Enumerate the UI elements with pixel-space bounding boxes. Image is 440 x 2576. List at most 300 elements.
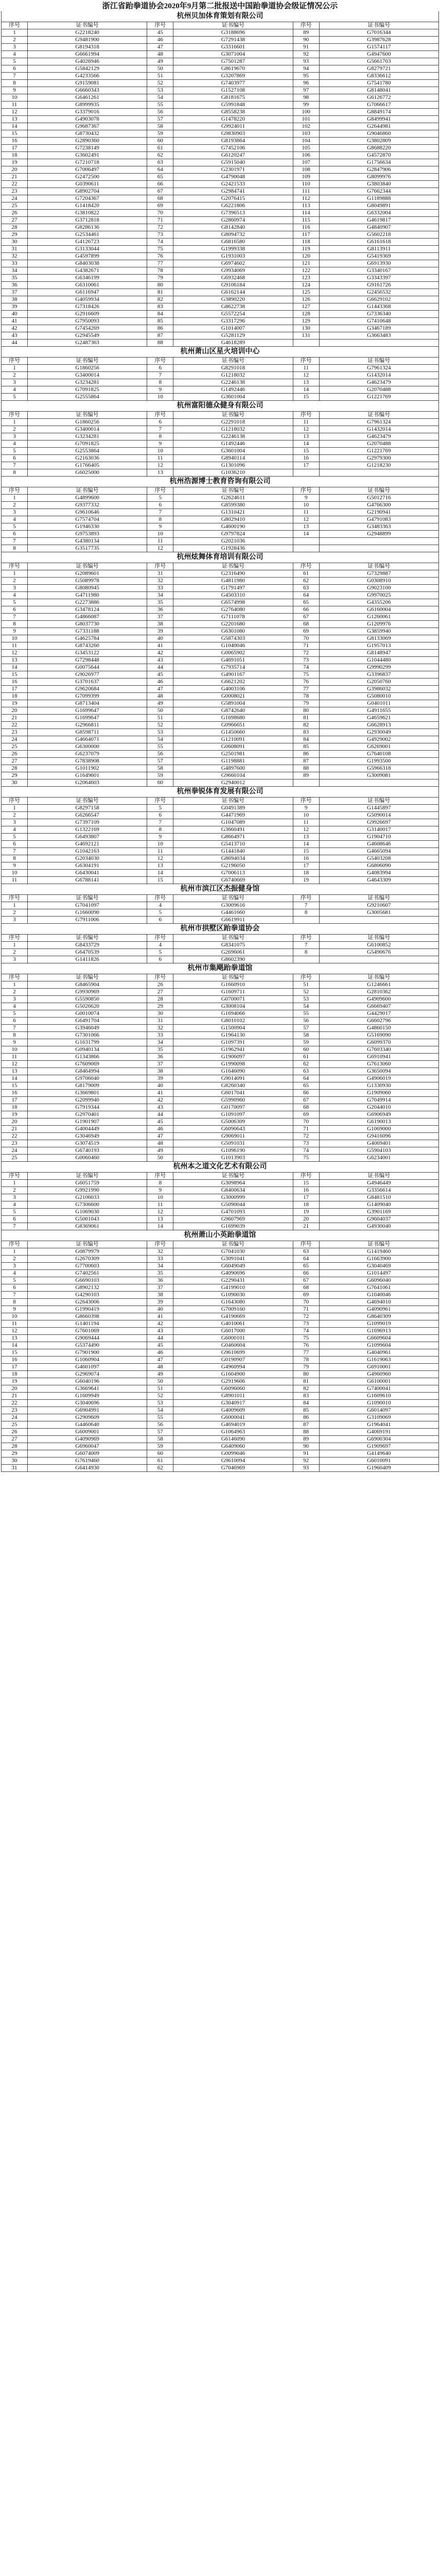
cert-cell: G8010102 <box>173 1018 293 1025</box>
cert-cell: G4069401 <box>319 1140 438 1147</box>
cert-cell: G1574117 <box>319 44 438 51</box>
header-cert: 证书编号 <box>28 1241 147 1248</box>
cert-cell: G8465904 <box>28 981 147 989</box>
seq-cell: 68 <box>147 195 173 202</box>
certificate-table <box>1 1241 439 1472</box>
cert-cell: G6234001 <box>319 1155 438 1162</box>
seq-cell: 41 <box>147 1313 173 1320</box>
seq-cell: 59 <box>293 1039 319 1046</box>
seq-cell: 26 <box>2 751 28 758</box>
cert-cell: G9924011 <box>173 123 293 130</box>
seq-cell: 14 <box>2 1075 28 1082</box>
cert-cell: G2909609 <box>28 1414 147 1421</box>
cert-cell: G1928436 <box>173 545 293 552</box>
cert-cell: G6301080 <box>173 628 293 635</box>
table-row <box>2 386 439 394</box>
cert-cell: G7640108 <box>319 751 438 758</box>
cert-cell: G6690103 <box>28 1277 147 1284</box>
cert-cell: G7331188 <box>28 628 147 635</box>
seq-cell: 17 <box>293 462 319 469</box>
header-seq: 序号 <box>147 412 173 419</box>
cert-cell: G4601097 <box>28 1364 147 1371</box>
seq-cell: 45 <box>147 29 173 37</box>
cert-cell: G4090696 <box>173 1270 293 1277</box>
seq-cell: 12 <box>293 826 319 834</box>
table-row <box>2 1364 439 1371</box>
seq-cell: 27 <box>2 1436 28 1443</box>
table-row <box>2 1201 439 1209</box>
header-seq: 序号 <box>293 22 319 29</box>
table-header-row <box>2 563 439 570</box>
table-row <box>2 509 439 516</box>
cert-cell: G1964130 <box>173 1032 293 1039</box>
seq-cell: 9 <box>147 834 173 841</box>
seq-cell: 46 <box>147 679 173 686</box>
cert-cell: G4618289 <box>173 340 293 347</box>
seq-cell: 4 <box>2 1270 28 1277</box>
cert-cell: G7396513 <box>173 210 293 217</box>
seq-cell: 47 <box>147 1357 173 1364</box>
seq-cell: 43 <box>147 1328 173 1335</box>
table-row <box>2 1187 439 1194</box>
seq-cell: 10 <box>2 870 28 877</box>
cert-cell: G9990299 <box>319 664 438 671</box>
cert-cell: G6120247 <box>173 152 293 159</box>
cert-cell: G1036210 <box>173 469 293 477</box>
table-row <box>2 870 439 877</box>
seq-cell: 60 <box>293 1046 319 1054</box>
company-section <box>1 347 439 401</box>
seq-cell: 99 <box>293 101 319 109</box>
seq-cell: 21 <box>2 1393 28 1400</box>
cert-cell: G9210607 <box>319 902 438 909</box>
seq-cell: 65 <box>293 599 319 606</box>
header-cert: 证书编号 <box>28 895 147 902</box>
cert-cell: G2764080 <box>173 606 293 614</box>
cert-cell: G5001043 <box>28 1216 147 1223</box>
table-row <box>2 1306 439 1313</box>
seq-cell: 71 <box>293 1126 319 1133</box>
cert-cell: G1964041 <box>319 1421 438 1429</box>
table-row <box>2 1111 439 1118</box>
cert-cell: G3046949 <box>28 1133 147 1140</box>
seq-cell: 67 <box>293 1277 319 1284</box>
cert-cell: G1756634 <box>319 159 438 166</box>
cert-cell: G1432014 <box>319 426 438 433</box>
seq-cell: 70 <box>293 1118 319 1126</box>
cert-cell: G5572254 <box>173 311 293 318</box>
seq-cell: 39 <box>147 1299 173 1306</box>
table-row <box>2 1194 439 1201</box>
seq-cell: 74 <box>147 239 173 246</box>
cert-cell: G4623479 <box>319 379 438 386</box>
seq-cell: 2 <box>2 1256 28 1263</box>
seq-cell: 4 <box>2 51 28 58</box>
seq-cell: 28 <box>2 765 28 772</box>
table-header-row <box>2 358 439 365</box>
table-row <box>2 51 439 58</box>
cert-cell: G7298448 <box>28 657 147 664</box>
cert-cell: G6161618 <box>319 239 438 246</box>
cert-cell: G3343397 <box>319 275 438 282</box>
cert-cell: G2246138 <box>173 379 293 386</box>
company-section <box>1 884 439 924</box>
table-row <box>2 109 439 116</box>
header-cert: 证书编号 <box>28 935 147 942</box>
cert-cell: G4026946 <box>28 58 147 65</box>
cert-cell: G6414930 <box>28 1465 147 1472</box>
table-row <box>2 1421 439 1429</box>
cert-cell: G3040469 <box>319 1263 438 1270</box>
seq-cell: 70 <box>293 1299 319 1306</box>
seq-cell: 13 <box>293 834 319 841</box>
cert-cell: G3396837 <box>319 671 438 679</box>
table-row <box>2 743 439 751</box>
seq-cell: 79 <box>293 1364 319 1371</box>
cert-cell: G4947600 <box>319 51 438 58</box>
seq-cell: 76 <box>147 253 173 260</box>
seq-cell: 11 <box>2 642 28 650</box>
header-seq: 序号 <box>2 22 28 29</box>
table-row <box>2 751 439 758</box>
cert-cell: G7046969 <box>173 1465 293 1472</box>
cert-cell: G8336612 <box>319 73 438 80</box>
seq-cell: 46 <box>147 1349 173 1357</box>
table-row <box>2 145 439 152</box>
cert-cell: G6904991 <box>28 1407 147 1414</box>
seq-cell: 59 <box>147 130 173 138</box>
cert-cell: G3803840 <box>319 181 438 188</box>
seq-cell: 11 <box>293 419 319 426</box>
cert-cell: G8142840 <box>173 224 293 231</box>
table-row <box>2 1299 439 1306</box>
cert-cell: G6619911 <box>173 917 293 924</box>
cert-cell: G4840907 <box>319 224 438 231</box>
seq-cell: 31 <box>2 246 28 253</box>
cert-cell: G8094732 <box>173 231 293 239</box>
company-name: 杭州拳锐体育发展有限公司 <box>1 787 439 797</box>
seq-cell: 34 <box>147 592 173 599</box>
cert-cell: G5602218 <box>319 231 438 239</box>
cert-cell: G6017000 <box>173 1328 293 1335</box>
table-row <box>2 1349 439 1357</box>
seq-cell: 86 <box>147 325 173 332</box>
seq-cell: 109 <box>293 174 319 181</box>
seq-cell: 3 <box>2 917 28 924</box>
cert-cell: G1443368 <box>319 303 438 311</box>
cert-cell: G1221769 <box>319 448 438 455</box>
company-name: 杭州浩源博士教育咨询有限公司 <box>1 477 439 487</box>
cert-cell: G6160004 <box>319 606 438 614</box>
seq-cell: 82 <box>147 296 173 303</box>
seq-cell: 66 <box>293 606 319 614</box>
seq-cell: 47 <box>147 1133 173 1140</box>
seq-cell: 46 <box>147 37 173 44</box>
table-row <box>2 1082 439 1090</box>
header-cert: 证书编号 <box>173 1241 293 1248</box>
table-row <box>2 246 439 253</box>
header-seq: 序号 <box>2 974 28 981</box>
cert-cell: G9023100 <box>319 585 438 592</box>
table-row <box>2 166 439 174</box>
header-seq: 序号 <box>147 974 173 981</box>
cert-cell: G8598711 <box>28 729 147 736</box>
seq-cell: 64 <box>293 1075 319 1082</box>
table-row <box>2 123 439 130</box>
header-cert: 证书编号 <box>319 412 438 419</box>
seq-cell: 23 <box>2 729 28 736</box>
seq-cell: 4 <box>147 902 173 909</box>
seq-cell: 89 <box>293 772 319 779</box>
cert-cell: G2034030 <box>28 855 147 862</box>
cert-cell: G6661994 <box>28 51 147 58</box>
seq-cell: 10 <box>147 841 173 848</box>
seq-cell: 11 <box>293 509 319 516</box>
seq-cell: 108 <box>293 166 319 174</box>
cert-cell: G3140017 <box>319 826 438 834</box>
seq-cell: 16 <box>293 1187 319 1194</box>
seq-cell: 23 <box>2 1140 28 1147</box>
table-row <box>2 267 439 275</box>
cert-cell: G1097391 <box>173 1039 293 1046</box>
cert-cell: G3340167 <box>319 267 438 275</box>
cert-cell: G5090044 <box>173 1201 293 1209</box>
cert-cell: G6910001 <box>319 1364 438 1371</box>
cert-cell: G6669407 <box>319 1003 438 1010</box>
cert-cell: G2970401 <box>28 1111 147 1118</box>
cert-cell: G2273886 <box>28 599 147 606</box>
seq-cell: 24 <box>2 1147 28 1155</box>
cert-cell: G3356614 <box>319 1187 438 1194</box>
seq-cell: 13 <box>147 862 173 870</box>
header-cert: 证书编号 <box>173 1173 293 1180</box>
table-row <box>2 1018 439 1025</box>
table-row <box>2 282 439 289</box>
cert-cell: G0608091 <box>173 743 293 751</box>
cert-cell: G4701093 <box>173 1209 293 1216</box>
seq-cell: 67 <box>293 1097 319 1104</box>
seq-cell: 61 <box>293 1054 319 1061</box>
seq-cell: 114 <box>293 210 319 217</box>
seq-cell: 19 <box>2 700 28 707</box>
cert-cell: G1042163 <box>28 848 147 855</box>
cert-cell: G9159081 <box>28 80 147 87</box>
table-row <box>2 138 439 145</box>
table-row <box>2 1385 439 1393</box>
cert-cell: G7066617 <box>319 101 438 109</box>
cert-cell: G1694066 <box>173 1010 293 1018</box>
header-seq: 序号 <box>2 1241 28 1248</box>
seq-cell: 24 <box>2 736 28 743</box>
table-row <box>2 841 439 848</box>
cert-cell: G1301096 <box>173 462 293 469</box>
table-row <box>2 516 439 523</box>
seq-cell: 17 <box>2 145 28 152</box>
table-header-row <box>2 1173 439 1180</box>
seq-cell: 72 <box>147 224 173 231</box>
seq-cell: 69 <box>293 1292 319 1299</box>
cert-cell: G5091031 <box>173 1140 293 1147</box>
cert-cell: G1246661 <box>319 981 438 989</box>
cert-cell: G2089601 <box>28 570 147 578</box>
cert-cell: G3234281 <box>28 433 147 440</box>
seq-cell: 3 <box>2 819 28 826</box>
seq-cell: 6 <box>2 1216 28 1223</box>
seq-cell: 69 <box>293 1111 319 1118</box>
seq-cell: 39 <box>147 1075 173 1082</box>
seq-cell: 29 <box>2 1450 28 1458</box>
seq-cell <box>293 469 319 477</box>
table-row <box>2 37 439 44</box>
seq-cell <box>293 538 319 545</box>
cert-cell: G9014091 <box>173 1075 293 1082</box>
header-cert: 证书编号 <box>173 798 293 805</box>
cert-cell: G0879979 <box>28 1248 147 1256</box>
cert-cell: G2670309 <box>28 1256 147 1263</box>
cert-cell: G4960960 <box>319 1371 438 1378</box>
certificate-table <box>1 1172 439 1230</box>
certificate-table <box>1 22 439 347</box>
cert-cell: G7210718 <box>28 159 147 166</box>
cert-cell: G2487363 <box>28 340 147 347</box>
cert-cell: G1441840 <box>173 848 293 855</box>
cert-cell: G5089978 <box>28 578 147 585</box>
table-row <box>2 606 439 614</box>
table-row <box>2 650 439 657</box>
table-row <box>2 73 439 80</box>
cert-cell: G1791497 <box>173 585 293 592</box>
seq-cell: 63 <box>293 1068 319 1075</box>
table-row <box>2 679 439 686</box>
seq-cell: 33 <box>147 1256 173 1263</box>
seq-cell: 126 <box>293 296 319 303</box>
seq-cell: 130 <box>293 325 319 332</box>
table-row <box>2 1039 439 1046</box>
company-name: 杭州本之道文化艺术有限公司 <box>1 1162 439 1172</box>
cert-cell: G7961324 <box>319 419 438 426</box>
seq-cell: 86 <box>293 1414 319 1421</box>
cert-cell: G2163036 <box>28 455 147 462</box>
table-row <box>2 1443 439 1450</box>
seq-cell: 12 <box>293 426 319 433</box>
cert-cell: G1604900 <box>173 1371 293 1378</box>
cert-cell: G3669801 <box>28 1090 147 1097</box>
table-row <box>2 379 439 386</box>
seq-cell: 45 <box>147 1118 173 1126</box>
seq-cell: 18 <box>293 1201 319 1209</box>
table-row <box>2 642 439 650</box>
seq-cell: 63 <box>293 1248 319 1256</box>
seq-cell: 129 <box>293 318 319 325</box>
cert-cell: G4190669 <box>173 1313 293 1320</box>
seq-cell: 73 <box>293 1140 319 1147</box>
cert-cell: G9706040 <box>28 1075 147 1082</box>
seq-cell: 117 <box>293 231 319 239</box>
cert-cell: G3986032 <box>319 686 438 693</box>
cert-cell: G4664071 <box>28 736 147 743</box>
seq-cell: 17 <box>2 1364 28 1371</box>
seq-cell: 54 <box>147 736 173 743</box>
table-row <box>2 942 439 949</box>
cert-cell: G2076415 <box>173 195 293 202</box>
cert-cell: G2421533 <box>173 181 293 188</box>
seq-cell: 6 <box>2 65 28 73</box>
header-cert: 证书编号 <box>319 1173 438 1180</box>
seq-cell: 112 <box>293 195 319 202</box>
seq-cell: 121 <box>293 260 319 267</box>
seq-cell: 89 <box>293 29 319 37</box>
cert-cell: G6602796 <box>319 1018 438 1025</box>
seq-cell <box>293 917 319 924</box>
cert-cell: G8369061 <box>28 1223 147 1230</box>
seq-cell: 7 <box>2 462 28 469</box>
seq-cell: 17 <box>2 686 28 693</box>
seq-cell: 10 <box>147 1194 173 1201</box>
header-seq: 序号 <box>2 412 28 419</box>
cert-cell: G2050760 <box>319 679 438 686</box>
table-row <box>2 1256 439 1263</box>
cert-cell: G6806090 <box>319 862 438 870</box>
cert-cell: G6346199 <box>28 275 147 282</box>
seq-cell: 7 <box>147 372 173 379</box>
seq-cell: 59 <box>147 772 173 779</box>
cert-cell: G6096060 <box>173 1385 293 1393</box>
cert-cell: G7009160 <box>173 1306 293 1313</box>
cert-cell: G2860974 <box>173 217 293 224</box>
cert-cell: G8113911 <box>319 246 438 253</box>
table-row <box>2 1429 439 1436</box>
seq-cell: 15 <box>147 877 173 884</box>
seq-cell: 3 <box>2 585 28 592</box>
cert-cell: G6629102 <box>319 296 438 303</box>
seq-cell: 3 <box>2 433 28 440</box>
header-cert: 证书编号 <box>173 22 293 29</box>
table-row <box>2 570 439 578</box>
cert-cell: G7291438 <box>173 37 293 44</box>
cert-cell: G1699039 <box>173 1223 293 1230</box>
seq-cell: 82 <box>293 1385 319 1393</box>
cert-cell: G6049049 <box>173 1263 293 1270</box>
cert-cell: G6974602 <box>173 260 293 267</box>
seq-cell: 6 <box>147 812 173 819</box>
cert-cell: G2644981 <box>319 123 438 130</box>
table-row <box>2 707 439 715</box>
cert-cell: G1478220 <box>173 116 293 123</box>
cert-cell: G8148041 <box>319 87 438 94</box>
seq-cell: 55 <box>147 743 173 751</box>
seq-cell: 40 <box>147 1306 173 1313</box>
seq-cell: 11 <box>293 819 319 826</box>
cert-cell: G6493807 <box>28 834 147 841</box>
seq-cell: 96 <box>293 80 319 87</box>
cert-cell: G4930040 <box>319 1223 438 1230</box>
table-row <box>2 981 439 989</box>
cert-cell: G7901900 <box>28 1349 147 1357</box>
cert-cell: G4866087 <box>28 614 147 621</box>
cert-cell: G3663483 <box>319 332 438 340</box>
seq-cell: 20 <box>2 1385 28 1393</box>
cert-cell: G8133069 <box>319 635 438 642</box>
seq-cell: 49 <box>147 700 173 707</box>
seq-cell: 15 <box>293 848 319 855</box>
cert-cell: G4694010 <box>319 1299 438 1306</box>
table-row <box>2 862 439 870</box>
seq-cell: 27 <box>2 758 28 765</box>
seq-cell: 89 <box>293 1436 319 1443</box>
seq-cell: 53 <box>147 1400 173 1407</box>
table-row <box>2 1465 439 1472</box>
table-row <box>2 152 439 159</box>
